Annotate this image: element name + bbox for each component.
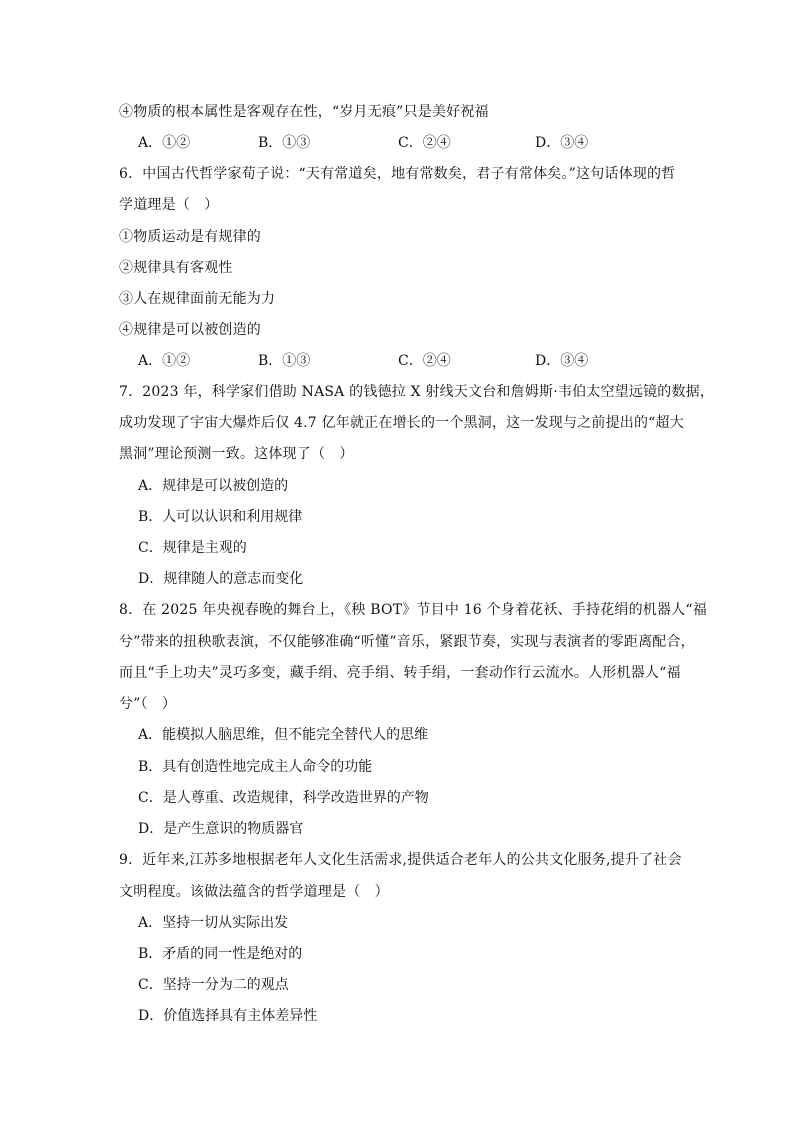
q7-option-a: A．规律是可以被创造的 [138,478,289,494]
q9-stem-line-1: 9．近年来,江苏多地根据老年人文化生活需求,提供适合老年人的公共文化服务,提升了社会 [119,852,682,868]
q5-item-4: ④物质的根本属性是客观存在性，“岁月无痕”只是美好祝福 [119,104,489,120]
q9-option-a: A．坚持一切从实际出发 [138,915,289,931]
q9-option-b: B．矛盾的同一性是绝对的 [138,946,303,962]
q6-item-2: ②规律具有客观性 [119,260,233,276]
q8-stem-line-2: 兮”带来的扭秧歌表演，不仅能够准确“听懂”音乐，紧跟节奏，实现与表演者的零距离配合， [119,634,695,650]
q6-option-c: C．②④ [398,353,451,369]
q7-option-b: B．人可以认识和利用规律 [138,509,303,525]
q8-stem-line-4: 兮”（ ） [119,696,177,712]
q6-option-a: A．①② [138,353,191,369]
q5-option-a: A．①② [138,135,191,151]
q8-stem-line-3: 而且“手上功夫”灵巧多变，藏手绢、亮手绢、转手绢，一套动作行云流水。人形机器人“福 [119,665,681,681]
q6-stem-line-1: 6．中国古代哲学家荀子说：“天有常道矣，地有常数矣，君子有常体矣。”这句话体现的哲 [119,166,676,182]
q9-stem-line-2: 文明程度。该做法蕴含的哲学道理是（ ） [119,884,389,900]
q8-stem-line-1: 8．在 2025 年央视春晚的舞台上，《秧 BOT》节目中 16 个身着花袄、手持花绢的机器人“福 [119,602,707,618]
q6-item-3: ③人在规律面前无能为力 [119,291,276,307]
q7-stem-line-2: 成功发现了宇宙大爆炸后仅 4.7 亿年就正在增长的一个黑洞，这一发现与之前提出的“超大 [119,415,684,431]
q9-option-c: C．坚持一分为二的观点 [138,977,289,993]
q8-option-d: D．是产生意识的物质器官 [138,821,304,837]
q5-option-c: C．②④ [398,135,451,151]
q7-stem-line-1: 7．2023 年，科学家们借助 NASA 的钱德拉 X 射线天文台和詹姆斯·韦伯太空望远镜的数据， [119,384,715,400]
q9-option-d: D．价值选择具有主体差异性 [138,1008,318,1024]
q8-option-a: A．能模拟人脑思维，但不能完全替代人的思维 [138,727,429,743]
q5-option-d: D．③④ [535,135,589,151]
q6-option-d: D．③④ [535,353,589,369]
q5-option-b: B．①③ [258,135,311,151]
q7-option-c: C．规律是主观的 [138,540,247,556]
q6-option-b: B．①③ [258,353,311,369]
q6-item-1: ①物质运动是有规律的 [119,229,261,245]
q6-stem-line-2: 学道理是（ ） [119,197,219,213]
q8-option-c: C．是人尊重、改造规律，科学改造世界的产物 [138,790,429,806]
q6-item-4: ④规律是可以被创造的 [119,322,261,338]
q8-option-b: B．具有创造性地完成主人命令的功能 [138,759,373,775]
q7-option-d: D．规律随人的意志而变化 [138,571,304,587]
q7-stem-line-3: 黑洞”理论预测一致。这体现了（ ） [119,446,354,462]
